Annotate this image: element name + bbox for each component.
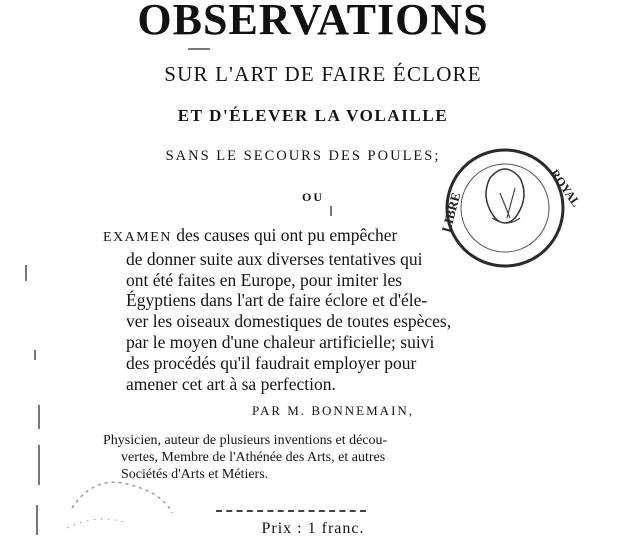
- price-line: Prix : 1 franc.: [261, 520, 365, 537]
- ink-smudge-icon: [62, 468, 182, 540]
- margin-speck: [38, 405, 40, 429]
- book-title: OBSERVATIONS: [137, 0, 489, 44]
- subtitle-line-3: SANS LE SECOURS DES POULES;: [165, 148, 441, 164]
- paragraph-initial-word: EXAMEN: [103, 230, 172, 245]
- margin-speck: [330, 206, 332, 216]
- margin-speck: [25, 265, 27, 281]
- stamp-left-text: LIBRE: [438, 190, 464, 234]
- margin-speck: [36, 505, 38, 535]
- paragraph-first-line-rest: des causes qui ont pu empêcher: [171, 225, 398, 245]
- paragraph-line: des procédés qu'il faudrait employer pour: [126, 352, 417, 373]
- stamp-right-text: ROYAL: [547, 166, 584, 210]
- subtitle-line-2: ET D'ÉLEVER LA VOLAILLE: [177, 106, 449, 125]
- bio-line: Sociétés d'Arts et Métiers.: [121, 467, 269, 482]
- paragraph-line: ont été faites en Europe, pour imiter les: [126, 269, 403, 290]
- bio-line: vertes, Membre de l'Athénée des Arts, et autres: [121, 450, 386, 465]
- connector-word: OU: [302, 190, 324, 204]
- paragraph-line: amener cet art à sa perfection.: [126, 373, 336, 394]
- margin-speck: [188, 48, 210, 50]
- paragraph-line: Égyptiens dans l'art de faire éclore et d'éle-: [126, 290, 428, 311]
- paragraph-line: par le moyen d'une chaleur artificielle; suivi: [126, 331, 435, 352]
- margin-speck: [38, 445, 40, 485]
- library-stamp-icon: [430, 138, 600, 278]
- subtitle-line-1: SUR L'ART DE FAIRE ÉCLORE: [164, 62, 482, 86]
- bio-line: Physicien, auteur de plusieurs inventions et décou-: [103, 433, 388, 448]
- paragraph-line: ver les oiseaux domestiques de toutes espèces,: [126, 311, 452, 332]
- paragraph-line: de donner suite aux diverses tentatives qui: [126, 248, 423, 269]
- author-line: PAR M. BONNEMAIN,: [251, 403, 415, 418]
- ornamental-rule: [216, 510, 366, 512]
- margin-speck: [34, 350, 36, 360]
